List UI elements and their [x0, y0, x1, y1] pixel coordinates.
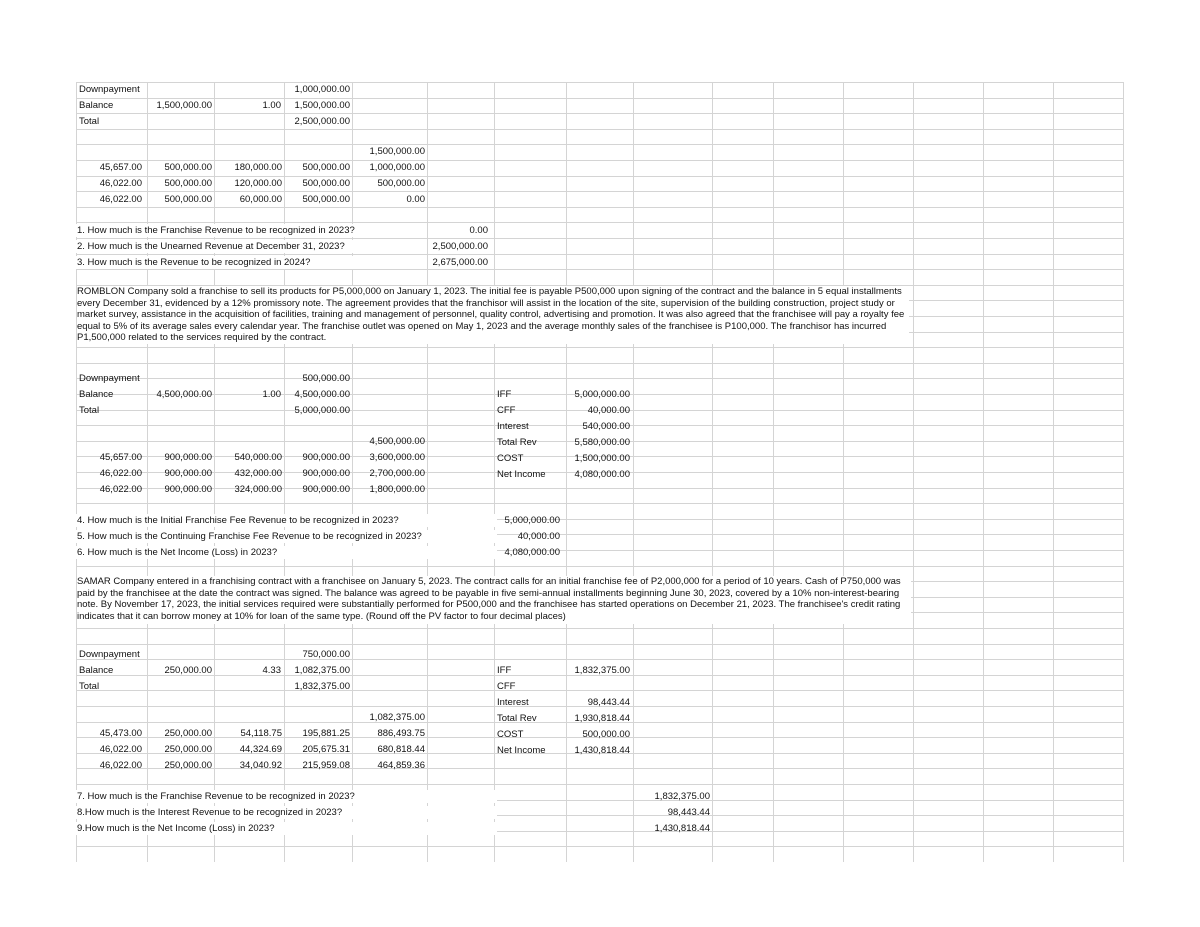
summary-value[interactable]: 40,000.00 [587, 405, 630, 416]
grid-row-line [76, 659, 1123, 660]
spreadsheet-grid [76, 82, 1123, 862]
balance-total[interactable]: 1,500,000.00 [294, 100, 350, 111]
balance-total[interactable]: 1,082,375.00 [294, 665, 350, 676]
grid-row-line [76, 82, 1123, 83]
schedule-cell[interactable]: 2,700,000.00 [369, 468, 425, 479]
schedule-cell[interactable]: 500,000.00 [302, 178, 350, 189]
downpayment-label[interactable]: Downpayment [79, 373, 140, 384]
answer-1[interactable]: 0.00 [469, 225, 488, 236]
schedule-cell[interactable]: 886,493.75 [377, 728, 425, 739]
schedule-cell[interactable]: 120,000.00 [234, 178, 282, 189]
schedule-cell[interactable]: 46,022.00 [99, 468, 142, 479]
schedule-start[interactable]: 1,500,000.00 [369, 146, 425, 157]
schedule-cell[interactable]: 900,000.00 [302, 468, 350, 479]
answer-2[interactable]: 2,500,000.00 [432, 241, 488, 252]
schedule-cell[interactable]: 60,000.00 [239, 194, 282, 205]
summary-value[interactable]: 1,832,375.00 [574, 665, 630, 676]
schedule-start[interactable]: 1,082,375.00 [369, 712, 425, 723]
grid-row-line [76, 191, 1123, 192]
summary-label[interactable]: COST [497, 729, 524, 740]
grid-row-line [76, 144, 1123, 145]
summary-label[interactable]: IFF [497, 389, 512, 400]
summary-value[interactable]: 98,443.44 [587, 697, 630, 708]
schedule-cell[interactable]: 195,881.25 [302, 728, 350, 739]
question-6[interactable]: 6. How much is the Net Income (Loss) in 2023? [76, 546, 497, 559]
summary-label[interactable]: IFF [497, 665, 512, 676]
schedule-cell[interactable]: 500,000.00 [377, 178, 425, 189]
summary-label[interactable]: Total Rev [497, 437, 537, 448]
balance-label[interactable]: Balance [79, 389, 114, 400]
schedule-cell[interactable]: 432,000.00 [234, 468, 282, 479]
balance-amount[interactable]: 4,500,000.00 [156, 389, 212, 400]
downpayment-total[interactable]: 750,000.00 [302, 649, 350, 660]
pv-factor[interactable]: 4.33 [262, 665, 281, 676]
summary-label[interactable]: Interest [497, 421, 529, 432]
balance-total[interactable]: 4,500,000.00 [294, 389, 350, 400]
answer-4[interactable]: 5,000,000.00 [504, 515, 560, 526]
balance-amount[interactable]: 250,000.00 [164, 665, 212, 676]
schedule-cell[interactable]: 900,000.00 [164, 452, 212, 463]
summary-value[interactable]: 540,000.00 [582, 421, 630, 432]
grand-total[interactable]: 1,832,375.00 [294, 681, 350, 692]
schedule-cell[interactable]: 46,022.00 [99, 194, 142, 205]
grid-row-line [76, 503, 1123, 504]
summary-value[interactable]: 1,430,818.44 [574, 745, 630, 756]
grid-row-line [76, 207, 1123, 208]
schedule-cell[interactable]: 500,000.00 [302, 162, 350, 173]
schedule-cell[interactable]: 500,000.00 [164, 178, 212, 189]
problem-text-samar: SAMAR Company entered in a franchising contract with a franchisee on January 5, 2023. The contract calls for an initial franchise fee of P2,000,000 for a period of 10 years. Cash of P750,000 was paid by the franchisee at the date the contract was signed. The balance was agreed to be payable in five semi-annual installments beginning June 30, 2023, covered by a 10% non-interest-bearing note. By November 17, 2023, the initial services required were substantially performed for P500,000 and the franchisee has started operations on December 21, 2023. The franchisee's credit rating indicates that it can borrow money at 10% for loan of the same type. (Round off the PV factor to four decimal places) [77, 576, 911, 624]
answer-6[interactable]: 4,080,000.00 [504, 547, 560, 558]
balance-amount[interactable]: 1,500,000.00 [156, 100, 212, 111]
schedule-cell[interactable]: 34,040.92 [239, 760, 282, 771]
summary-label[interactable]: CFF [497, 681, 516, 692]
schedule-cell[interactable]: 500,000.00 [302, 194, 350, 205]
downpayment-label[interactable]: Downpayment [79, 649, 140, 660]
balance-label[interactable]: Balance [79, 100, 114, 111]
grid-row-line [76, 254, 1123, 255]
summary-value[interactable]: 4,080,000.00 [574, 469, 630, 480]
schedule-cell[interactable]: 46,022.00 [99, 760, 142, 771]
schedule-cell[interactable]: 900,000.00 [302, 484, 350, 495]
grid-row-line [76, 846, 1123, 847]
schedule-cell[interactable]: 180,000.00 [234, 162, 282, 173]
balance-label[interactable]: Balance [79, 665, 114, 676]
schedule-cell[interactable]: 250,000.00 [164, 728, 212, 739]
grid-row-line [76, 628, 1123, 629]
schedule-cell[interactable]: 205,675.31 [302, 744, 350, 755]
answer-7[interactable]: 1,832,375.00 [654, 791, 710, 802]
summary-value[interactable]: 1,500,000.00 [574, 453, 630, 464]
question-9[interactable]: 9.How much is the Net Income (Loss) in 2023? [76, 822, 497, 835]
grid-row-line [76, 644, 1123, 645]
answer-8[interactable]: 98,443.44 [667, 807, 710, 818]
summary-value[interactable]: 1,930,818.44 [574, 713, 630, 724]
grand-total[interactable]: 5,000,000.00 [294, 405, 350, 416]
grid-row-line [76, 566, 1123, 567]
question-1[interactable]: 1. How much is the Franchise Revenue to be recognized in 2023? [76, 224, 425, 237]
summary-value[interactable]: 5,580,000.00 [574, 437, 630, 448]
schedule-cell[interactable]: 900,000.00 [164, 484, 212, 495]
downpayment-label[interactable]: Downpayment [79, 84, 140, 95]
schedule-cell[interactable]: 250,000.00 [164, 760, 212, 771]
downpayment-total[interactable]: 1,000,000.00 [294, 84, 350, 95]
summary-label[interactable]: Net Income [497, 469, 546, 480]
grand-total[interactable]: 2,500,000.00 [294, 116, 350, 127]
answer-3[interactable]: 2,675,000.00 [432, 257, 488, 268]
summary-label[interactable]: Net Income [497, 745, 546, 756]
summary-label[interactable]: CFF [497, 405, 516, 416]
problem-text-romblon: ROMBLON Company sold a franchise to sell its products for P5,000,000 on January 1, 2023. The initial fee is payable P500,000 upon signing of the contract and the balance in 5 equal installments every December 31, evidenced by a 12% promissory note. The agreement provides that the franchisor will assist in the location of the site, supervision of the building construction, project study or market survey, assistance in the acquisition of facilities, training and management of personnel, quality control, advertising and promotion. It was also agreed that the franchisee will pay a royalty fee equal to 5% of its average sales every calendar year. The franchise outlet was opened on May 1, 2023 and the average monthly sales of the franchisee is P100,000. The franchisor has incurred P1,500,000 related to the services required by the contract. [77, 286, 909, 344]
summary-label[interactable]: COST [497, 453, 524, 464]
grid-row-line [76, 222, 1123, 223]
schedule-cell[interactable]: 1,800,000.00 [369, 484, 425, 495]
grid-row-line [76, 129, 1123, 130]
schedule-cell[interactable]: 540,000.00 [234, 452, 282, 463]
question-8[interactable]: 8.How much is the Interest Revenue to be recognized in 2023? [76, 806, 497, 819]
schedule-cell[interactable]: 0.00 [406, 194, 425, 205]
summary-value[interactable]: 500,000.00 [582, 729, 630, 740]
summary-label[interactable]: Interest [497, 697, 529, 708]
schedule-cell[interactable]: 45,657.00 [99, 162, 142, 173]
answer-9[interactable]: 1,430,818.44 [654, 823, 710, 834]
question-4[interactable]: 4. How much is the Initial Franchise Fee Revenue to be recognized in 2023? [76, 514, 497, 527]
schedule-cell[interactable]: 900,000.00 [302, 452, 350, 463]
schedule-cell[interactable]: 680,818.44 [377, 744, 425, 755]
schedule-cell[interactable]: 46,022.00 [99, 744, 142, 755]
schedule-cell[interactable]: 250,000.00 [164, 744, 212, 755]
schedule-cell[interactable]: 45,473.00 [99, 728, 142, 739]
schedule-cell[interactable]: 464,859.36 [377, 760, 425, 771]
grid-row-line [76, 378, 1123, 379]
total-label[interactable]: Total [79, 116, 100, 127]
question-5[interactable]: 5. How much is the Continuing Franchise Fee Revenue to be recognized in 2023? [76, 530, 497, 543]
answer-5[interactable]: 40,000.00 [517, 531, 560, 542]
schedule-cell[interactable]: 1,000,000.00 [369, 162, 425, 173]
question-2[interactable]: 2. How much is the Unearned Revenue at December 31, 2023? [76, 240, 425, 253]
schedule-start[interactable]: 4,500,000.00 [369, 436, 425, 447]
schedule-cell[interactable]: 500,000.00 [164, 162, 212, 173]
grid-row-line [76, 113, 1123, 114]
question-7[interactable]: 7. How much is the Franchise Revenue to be recognized in 2023? [76, 790, 497, 803]
schedule-cell[interactable]: 900,000.00 [164, 468, 212, 479]
grid-row-line [76, 269, 1123, 270]
schedule-cell[interactable]: 3,600,000.00 [369, 452, 425, 463]
schedule-cell[interactable]: 46,022.00 [99, 484, 142, 495]
schedule-cell[interactable]: 215,959.08 [302, 760, 350, 771]
grid-row-line [76, 784, 1123, 785]
grid-column-line [1123, 82, 1124, 862]
grid-row-line [76, 98, 1123, 99]
pv-factor[interactable]: 1.00 [262, 389, 281, 400]
total-label[interactable]: Total [79, 681, 100, 692]
schedule-cell[interactable]: 45,657.00 [99, 452, 142, 463]
grid-row-line [76, 690, 1123, 691]
downpayment-total[interactable]: 500,000.00 [302, 373, 350, 384]
total-label[interactable]: Total [79, 405, 100, 416]
schedule-cell[interactable]: 500,000.00 [164, 194, 212, 205]
summary-label[interactable]: Total Rev [497, 713, 537, 724]
schedule-cell[interactable]: 54,118.75 [240, 728, 282, 739]
schedule-cell[interactable]: 44,324.69 [239, 744, 282, 755]
grid-row-line [76, 238, 1123, 239]
grid-row-line [76, 363, 1123, 364]
summary-value[interactable]: 5,000,000.00 [574, 389, 630, 400]
schedule-cell[interactable]: 324,000.00 [234, 484, 282, 495]
question-3[interactable]: 3. How much is the Revenue to be recognized in 2024? [76, 256, 425, 269]
schedule-cell[interactable]: 46,022.00 [99, 178, 142, 189]
grid-row-line [76, 347, 1123, 348]
pv-factor[interactable]: 1.00 [262, 100, 281, 111]
